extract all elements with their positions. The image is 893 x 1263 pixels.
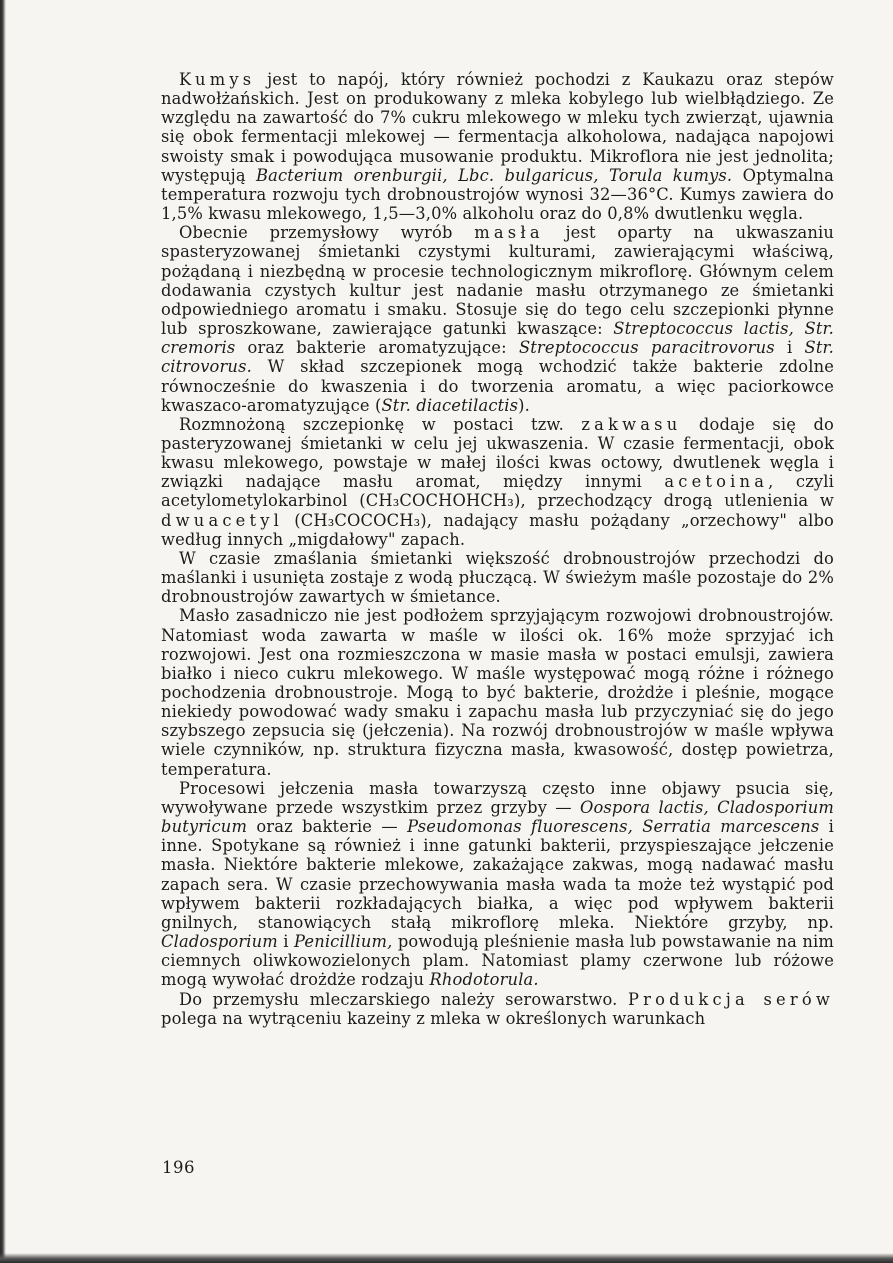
- text-run: Procesowi jełczenia masła towarzyszą często inne objawy psucia się, wywoływane przede wszystkim przez grzyby —: [161, 778, 834, 817]
- text-run: i inne. Spotykane są również i inne gatunki bakterii, przyspieszające jełczenie masła. Niektóre bakterie mlekowe, zakażające zakwas, mogą nadawać masłu zapach sera. W czasie przechowywania masła wada ta może też wystąpić pod wpływem bakterii rozkładających białka, a więc pod wpływem bakterii gnilnych, stanowiących stałą mikroflorę mleka. Niektóre grzyby, np.: [161, 817, 835, 932]
- spaced-emphasis: Kumys: [179, 70, 256, 89]
- text-run: i: [277, 932, 295, 952]
- text-run: W czasie zmaślania śmietanki większość drobnoustrojów przechodzi do maślanki i usunięta zostaje z wodą płuczącą. W świeżym maśle pozostaje do 2% drobnoustrojów zawartych w śmietance.: [161, 548, 834, 607]
- paragraph-microorganisms-in-butter: [161, 606, 834, 778]
- text-run: powodują pleśnienie masła lub powstawanie na nim ciemnych oliwkowozielonych plam. Natomiast plamy czerwone lub różowe mogą wywołać drożdże rodzaju: [161, 932, 835, 990]
- paragraph-zmaslanie: [161, 549, 834, 606]
- page-text: [161, 70, 834, 1028]
- spaced-emphasis: zakwasu: [581, 414, 682, 434]
- text-run: i: [774, 338, 805, 358]
- text-run: Rozmnożoną szczepionkę w postaci tzw.: [179, 414, 582, 434]
- italic-term: Pseudomonas fluorescens, Serratia marcescens: [407, 817, 820, 837]
- text-run: oraz bakterie aromatyzujące:: [235, 338, 519, 358]
- paragraph-rancidity: [161, 779, 834, 990]
- text-run: polega na wytrąceniu kazeiny z mleka w określonych warunkach: [161, 1008, 706, 1028]
- text-run: jest oparty na ukwaszaniu spasteryzowanej śmietanki czystymi kulturami, zawierającymi właściwą, pożądaną i niezbędną w procesie technologicznym mikroflorę. Głównym celem dodawania czystych kultur jest nadanie masłu otrzymanego ze śmietanki odpowiedniego aromatu i smaku. Stosuje się do tego celu szczepionki płynne lub sproszkowane, zawierające gatunki kwaszące:: [161, 223, 834, 339]
- text-run: jest to napój, który również pochodzi z Kaukazu oraz stepów nadwołżańskich. Jest on produkowany z mleka kobylego lub wielbłądziego. Ze względu na zawartość do 7% cukru mlekowego w mleku tych zwierząt, ujawnia się obok fermentacji mlekowej — fermentacja alkoholowa, nadająca napojowi swoisty smak i powodująca musowanie produktu. Mikroflora nie jest jednolita; występują: [161, 70, 834, 185]
- paragraph-kumys: [161, 70, 834, 223]
- text-run: dodaje się do pasteryzowanej śmietanki w celu jej ukwaszenia. W czasie fermentacji, obok kwasu mlekowego, powstaje w małej ilości kwas octowy, dwutlenek węgla i związki nadające masłu aromat, między innymi: [161, 414, 834, 492]
- italic-term: Streptococcus paracitrovorus: [518, 338, 775, 358]
- text-run: W skład szczepionek mogą wchodzić także bakterie zdolne równocześnie do kwaszenia i do tworzenia aromatu, a więc paciorkowce kwaszaco-aromatyzujące (: [161, 357, 834, 415]
- italic-term: Str. citrovorus.: [161, 338, 834, 377]
- page-number: 196: [162, 1158, 195, 1177]
- text-run: oraz bakterie —: [247, 817, 408, 837]
- scan-shadow-left: [0, 0, 6, 1263]
- italic-term: Str. diacetilactis: [381, 395, 519, 415]
- text-run: Do przemysłu mleczarskiego należy serowarstwo.: [179, 989, 628, 1009]
- text-run: Optymalna temperatura rozwoju tych drobnoustrojów wynosi 32—36°C. Kumys zawiera do 1,5% kwasu mlekowego, 1,5—3,0% alkoholu oraz do 0,8% dwutlenku węgla.: [161, 165, 834, 224]
- text-run: , czyli acetylometylokarbinol (CH₃COCHOHCH₃), przechodzący drogą utlenienia w: [161, 472, 834, 511]
- italic-term: Oospora lactis, Cladosporium butyricum: [161, 797, 834, 837]
- italic-term: Streptococcus lactis, Str. cremoris: [161, 319, 834, 358]
- italic-term: Cladosporium: [161, 932, 278, 952]
- italic-term: Bacterium orenburgii, Lbc. bulgaricus, Torula kumys.: [256, 165, 733, 185]
- paragraph-cheese: [161, 990, 834, 1028]
- italic-term: Penicillium,: [294, 932, 393, 952]
- spaced-emphasis: acetoina: [664, 472, 769, 492]
- italic-term: Rhodotorula.: [429, 970, 539, 990]
- spaced-emphasis: masła: [474, 223, 544, 243]
- text-run: Obecnie przemysłowy wyrób: [179, 223, 475, 243]
- text-run: (CH₃COCOCH₃), nadający masłu pożądany „orzechowy" albo według innych „migdałowy" zapach.: [161, 510, 834, 549]
- spaced-emphasis: Produkcja serów: [627, 989, 834, 1009]
- scan-shadow-bottom: [0, 1253, 893, 1263]
- paragraph-zakwas: [161, 415, 834, 549]
- text-run: ).: [518, 395, 530, 415]
- paragraph-maslo-production: [161, 223, 834, 415]
- spaced-emphasis: dwuacetyl: [161, 510, 284, 530]
- text-run: Masło zasadniczo nie jest podłożem sprzyjającym rozwojowi drobnoustrojów. Natomiast woda zawarta w maśle w ilości ok. 16% może sprzyjać ich rozwojowi. Jest ona rozmieszczona w masie masła w postaci emulsji, zawiera białko i nieco cukru mlekowego. W maśle występować mogą różne i różnego pochodzenia drobnoustroje. Mogą to być bakterie, drożdże i pleśnie, mogące niekiedy powodować wady smaku i zapachu masła lub przyczyniać się do jego szybszego zepsucia się (jełczenia). Na rozwój drobnoustrojów w maśle wpływa wiele czynników, np. struktura fizyczna masła, kwasowość, dostęp powietrza, temperatura.: [161, 606, 834, 779]
